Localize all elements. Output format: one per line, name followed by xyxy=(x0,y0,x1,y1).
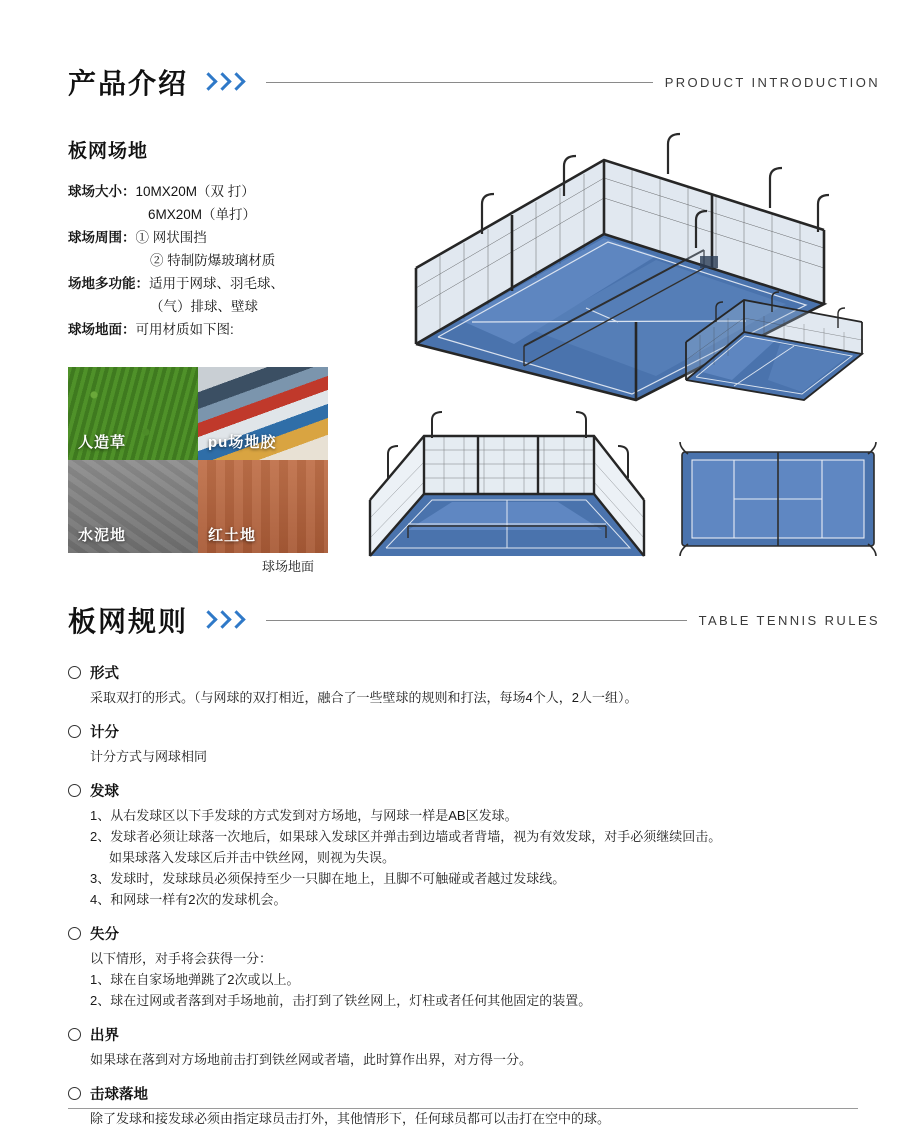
rule-line: 如果球在落到对方场地前击打到铁丝网或者墙，此时算作出界，对方得一分。 xyxy=(90,1052,533,1067)
rule-heading xyxy=(68,780,858,801)
rule-block xyxy=(68,780,858,910)
rule-body xyxy=(90,1049,858,1070)
chevron-right-icon xyxy=(202,73,213,92)
section-header-rules xyxy=(68,600,880,640)
spec-subvalue: （气）排球、壁球 xyxy=(150,299,258,314)
rule-body xyxy=(90,948,858,1011)
rule-line: 2、球在过网或者落到对手场地前，击打到了铁丝网上，灯柱或者任何其他固定的装置。 xyxy=(90,993,592,1008)
chevron-right-icon xyxy=(216,611,227,630)
rule-line: 1、球在自家场地弹跳了2次或以上。 xyxy=(90,972,300,987)
rule-block xyxy=(68,923,858,1011)
rule-body xyxy=(90,805,858,910)
rule-block xyxy=(68,1083,858,1129)
rules-list xyxy=(68,662,858,1142)
material-label: 水泥地 xyxy=(78,527,127,544)
spec-list xyxy=(68,180,358,341)
court-illustration-front xyxy=(348,398,658,573)
spec-label: 球场周围： xyxy=(68,230,136,245)
chevron-right-icon xyxy=(216,73,227,92)
material-swatch-clay xyxy=(198,460,328,553)
circle-bullet-icon xyxy=(68,927,81,940)
section-subtitle-rules: TABLE TENNIS RULES xyxy=(698,612,880,628)
rule-block xyxy=(68,662,858,708)
circle-bullet-icon xyxy=(68,1028,81,1041)
spec-value: 可用材质如下图: xyxy=(135,322,234,337)
chevron-right-icon xyxy=(230,611,241,630)
chevron-right-icon xyxy=(230,73,241,92)
material-grid xyxy=(68,367,328,553)
header-divider xyxy=(266,620,687,621)
section-header-product xyxy=(68,62,880,102)
material-swatch-cement xyxy=(68,460,198,553)
chevron-group-icon xyxy=(202,73,244,92)
circle-bullet-icon xyxy=(68,725,81,738)
rule-line: 4、和网球一样有2次的发球机会。 xyxy=(90,892,287,907)
chevron-right-icon xyxy=(202,611,213,630)
rule-line: 1、从右发球区以下手发球的方式发到对方场地，与网球一样是AB区发球。 xyxy=(90,808,518,823)
section-subtitle-product: PRODUCT INTRODUCTION xyxy=(664,74,880,90)
rule-line: 如果球落入发球区后并击中铁丝网，则视为失误。 xyxy=(109,850,396,865)
court-illustration-plan xyxy=(672,440,884,560)
rule-line: 3、发球时，发球球员必须保持至少一只脚在地上，且脚不可触碰或者越过发球线。 xyxy=(90,871,566,886)
spec-value: ① 网状围挡 xyxy=(135,230,207,245)
rule-heading xyxy=(68,1024,858,1045)
rule-heading xyxy=(68,721,858,742)
spec-row xyxy=(68,318,358,341)
header-divider xyxy=(266,82,653,83)
circle-bullet-icon xyxy=(68,666,81,679)
circle-bullet-icon xyxy=(68,1087,81,1100)
circle-bullet-icon xyxy=(68,784,81,797)
spec-subvalue: ② 特制防爆玻璃材质 xyxy=(150,253,276,268)
spec-row xyxy=(68,180,358,203)
footer-divider xyxy=(68,1108,858,1109)
rule-block xyxy=(68,721,858,767)
spec-row xyxy=(68,226,358,249)
chevron-group-icon xyxy=(202,611,244,630)
spec-value: 10MX20M（双 打） xyxy=(135,184,255,199)
rule-title: 失分 xyxy=(90,927,119,943)
rule-block xyxy=(68,1024,858,1070)
material-label: 红土地 xyxy=(208,527,257,544)
rule-title: 出界 xyxy=(90,1028,119,1044)
material-label: 人造草 xyxy=(78,434,127,451)
product-subtitle: 板网场地 xyxy=(68,141,149,162)
spec-label: 球场大小： xyxy=(68,184,136,199)
rule-title: 形式 xyxy=(90,666,119,682)
rule-line: 除了发球和接发球必须由指定球员击打外，其他情形下，任何球员都可以击打在空中的球。 xyxy=(90,1111,611,1126)
rule-title: 击球落地 xyxy=(90,1087,148,1103)
rule-line: 以下情形，对手将会获得一分： xyxy=(90,951,273,966)
rule-heading xyxy=(68,662,858,683)
spec-row xyxy=(68,272,358,295)
material-label: pu场地胶 xyxy=(208,434,277,451)
spec-value: 适用于网球、羽毛球、 xyxy=(149,276,284,291)
rule-heading xyxy=(68,1083,858,1104)
rule-heading xyxy=(68,923,858,944)
spec-subvalue: 6MX20M（单打） xyxy=(148,207,257,222)
court-surface-caption: 球场地面 xyxy=(262,559,315,574)
rule-line: 2、发球者必须让球落一次地后，如果球入发球区并弹击到边墙或者背墙，视为有效发球，对手必须继续回击。 xyxy=(90,829,722,844)
rule-title: 发球 xyxy=(90,784,119,800)
rule-body xyxy=(90,1108,858,1129)
rule-body xyxy=(90,746,858,767)
rule-line: 采取双打的形式。（与网球的双打相近，融合了一些壁球的规则和打法，每场4个人，2人一组）。 xyxy=(90,690,638,705)
rule-line: 计分方式与网球相同 xyxy=(90,749,208,764)
rule-body xyxy=(90,687,858,708)
material-swatch-artificial-grass xyxy=(68,367,198,460)
section-title-product: 产品介绍 xyxy=(68,68,189,99)
spec-label: 场地多功能： xyxy=(68,276,149,291)
court-illustration-small-top xyxy=(672,288,877,408)
spec-label: 球场地面： xyxy=(68,322,136,337)
rule-title: 计分 xyxy=(90,725,119,741)
section-title-rules: 板网规则 xyxy=(68,606,189,637)
material-swatch-pu xyxy=(198,367,328,460)
